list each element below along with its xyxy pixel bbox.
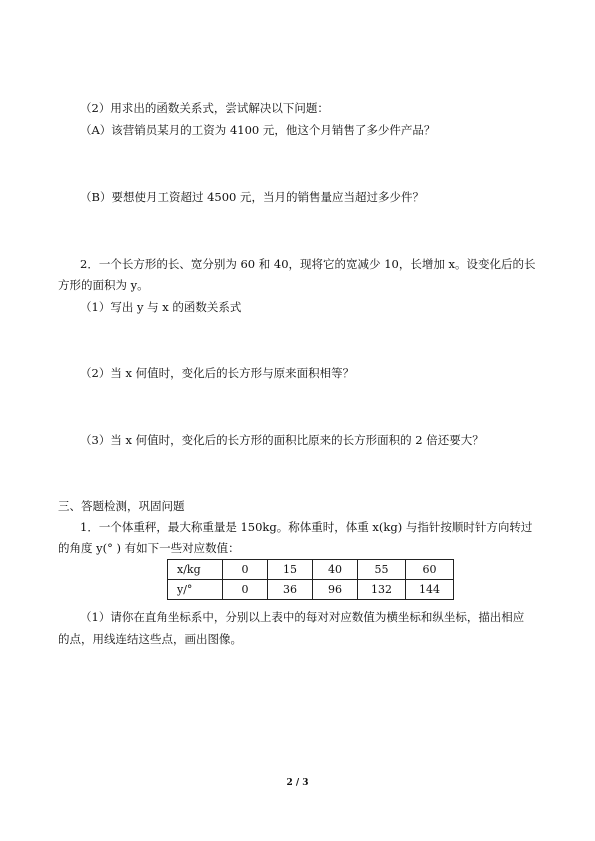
table-cell: 132 [358, 580, 406, 600]
problem-2-part-2: （2）当 x 何值时，变化后的长方形与原来面积相等？ [80, 366, 355, 380]
question-part-b: （B）要想使月工资超过 4500 元，当月的销售量应当超过多少件？ [80, 190, 425, 204]
table-cell: 0 [223, 560, 268, 580]
table-row [168, 560, 454, 580]
table-cell: 40 [313, 560, 358, 580]
table-cell: 55 [358, 560, 406, 580]
table-cell: 96 [313, 580, 358, 600]
table-row [168, 580, 454, 600]
table-cell: 15 [268, 560, 313, 580]
section-3-problem-1-part-1-line-1: （1）请你在直角坐标系中，分别以上表中的每对对应数值为横坐标和纵坐标，描出相应 [80, 610, 525, 624]
value-table [167, 559, 454, 600]
section-3-heading: 三、答题检测，巩固问题 [58, 499, 185, 513]
table-cell: 144 [406, 580, 454, 600]
table-cell: 60 [406, 560, 454, 580]
question-part-2: （2）用求出的函数关系式，尝试解决以下问题： [80, 101, 329, 115]
table-cell: y/° [168, 580, 223, 600]
problem-2-part-1: （1）写出 y 与 x 的函数关系式 [80, 300, 242, 314]
problem-2-line-2: 方形的面积为 y。 [58, 278, 149, 292]
table-cell: 0 [223, 580, 268, 600]
question-part-a: （A）该营销员某月的工资为 4100 元，他这个月销售了多少件产品？ [80, 123, 436, 137]
section-3-problem-1-line-2: 的角度 y(° ) 有如下一些对应数值： [58, 541, 240, 555]
problem-2-line-1: 2．一个长方形的长、宽分别为 60 和 40，现将它的宽减少 10，长增加 x。设变化后的长 [80, 257, 536, 271]
table-cell: x/kg [168, 560, 223, 580]
table-cell: 36 [268, 580, 313, 600]
section-3-problem-1-line-1: 1．一个体重秤，最大称重量是 150kg。称体重时，体重 x(kg) 与指针按顺时针方向转过 [80, 520, 533, 534]
page-number: 2 / 3 [286, 778, 309, 788]
section-3-problem-1-part-1-line-2: 的点，用线连结这些点，画出图像。 [58, 632, 242, 646]
problem-2-part-3: （3）当 x 何值时，变化后的长方形的面积比原来的长方形面积的 2 倍还要大？ [80, 433, 484, 447]
